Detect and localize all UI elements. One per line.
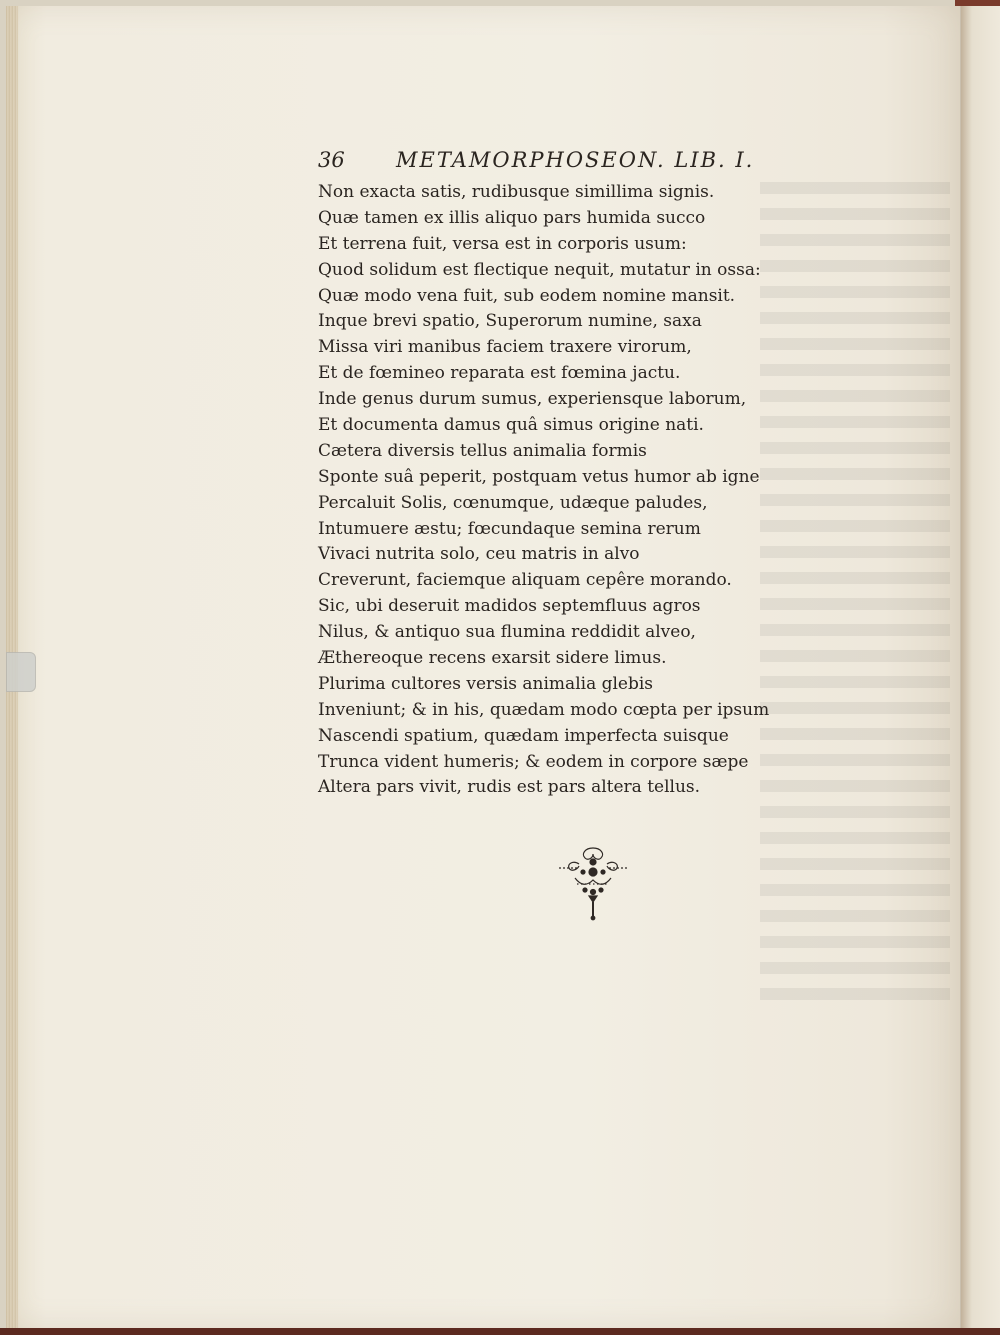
running-header (318, 148, 798, 176)
verse-line: Altera pars vivit, rudis est pars altera tellus. (318, 777, 701, 798)
verse-line: Inde genus durum sumus, experiensque laborum, (318, 389, 747, 410)
cover-edge (955, 0, 1000, 6)
fleuron-ornament-icon (555, 842, 631, 922)
bookmark-tab (6, 652, 36, 692)
verse-line: Plurima cultores versis animalia glebis (318, 673, 654, 694)
verse-line: Et de fœmineo reparata est fœmina jactu. (318, 363, 681, 384)
cover-edge-bottom (0, 1328, 1000, 1335)
verse-line: Quæ tamen ex illis aliquo pars humida succo (318, 207, 706, 228)
verse-line: Sponte suâ peperit, postquam vetus humor ab igne (318, 466, 760, 487)
verse-line: Percaluit Solis, cœnumque, udæque paludes, (318, 492, 708, 513)
running-head-title: METAMORPHOSEON. LIB. I. (396, 148, 755, 172)
facing-page-edge (960, 0, 1000, 1335)
verse-line: Nascendi spatium, quædam imperfecta suisque (318, 725, 729, 746)
verse-line: Quod solidum est flectique nequit, mutatur in ossa: (318, 259, 761, 280)
verse-line: Vivaci nutrita solo, ceu matris in alvo (318, 544, 640, 565)
verse-line: Intumuere æstu; fœcundaque semina rerum (318, 518, 701, 539)
verse-line: Et documenta damus quâ simus origine nati. (318, 415, 704, 436)
verse-line: Nilus, & antiquo sua flumina reddidit alveo, (318, 622, 696, 643)
verse-line: Cætera diversis tellus animalia formis (318, 440, 647, 461)
verse-line: Quæ modo vena fuit, sub eodem nomine mansit. (318, 285, 736, 306)
verse-line: Inque brevi spatio, Superorum numine, saxa (318, 311, 702, 332)
verse-line: Sic, ubi deseruit madidos septemfluus agros (318, 596, 701, 617)
verse-line: Creverunt, faciemque aliquam cepêre morando. (318, 570, 732, 591)
verse-line: Et terrena fuit, versa est in corporis usum: (318, 233, 687, 254)
verse-line: Missa viri manibus faciem traxere virorum, (318, 337, 692, 358)
verse-line: Non exacta satis, rudibusque simillima signis. (318, 182, 715, 202)
verse-line: Æthereoque recens exarsit sidere limus. (318, 648, 667, 669)
verse-line: Trunca vident humeris; & eodem in corpore sæpe (318, 751, 749, 772)
verse-line: Inveniunt; & in his, quædam modo cœpta per ipsum (318, 699, 770, 720)
verse-block (318, 180, 818, 801)
page-number: 36 (318, 148, 345, 172)
